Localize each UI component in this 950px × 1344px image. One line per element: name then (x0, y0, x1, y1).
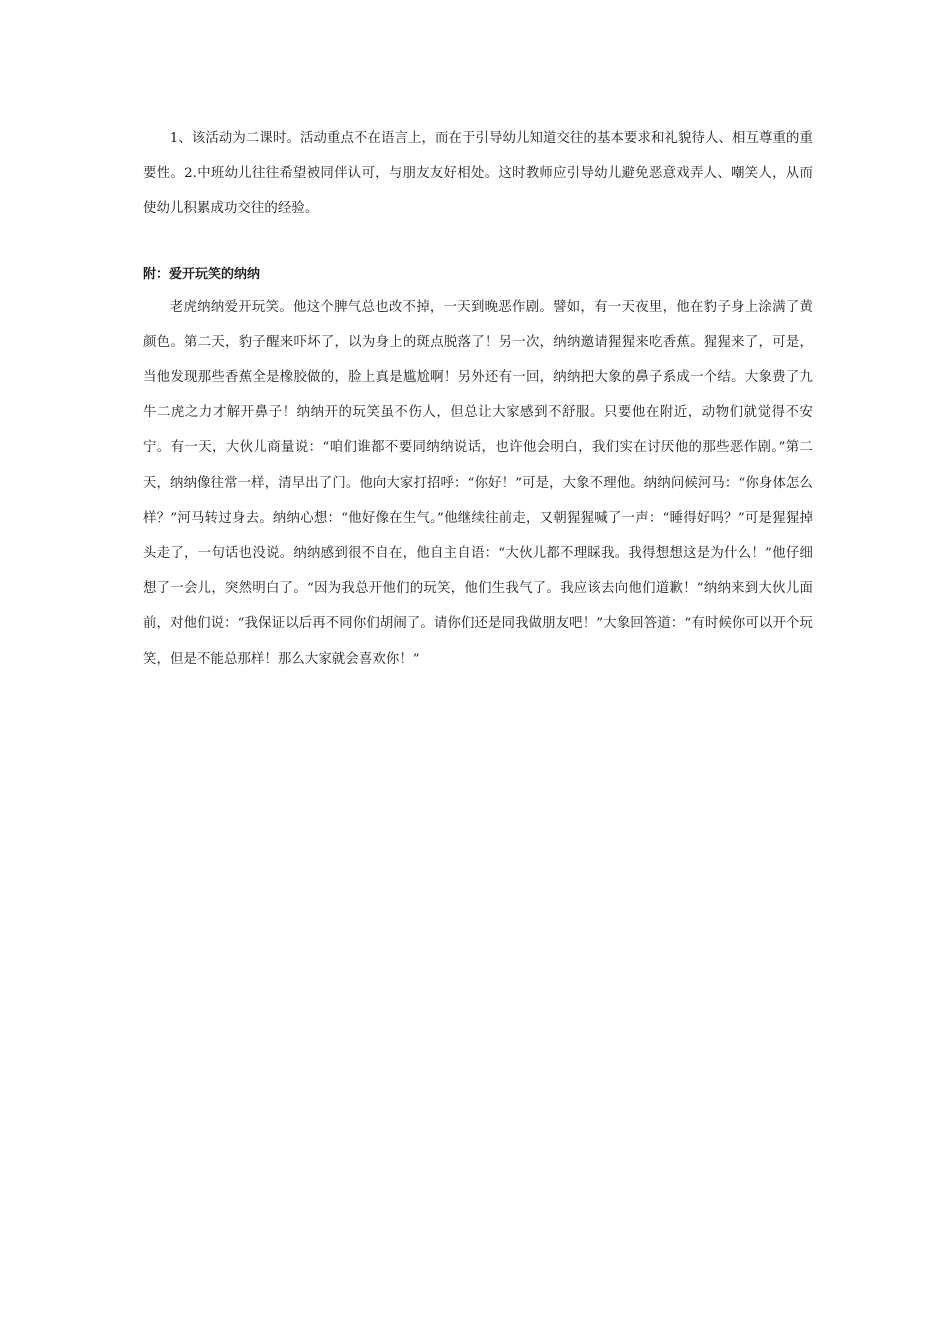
appendix-title: 附：爱开玩笑的纳纳 (143, 266, 261, 282)
story-paragraph: 老虎纳纳爱开玩笑。他这个脾气总也改不掉，一天到晚恶作剧。譬如，有一天夜里，他在豹子身上涂满了黄颜色。第二天，豹子醒来吓坏了，以为身上的斑点脱落了！另一次，纳纳邀请猩猩来吃香蕉。猩猩来了，可是，当他发现那些香蕉全是橡胶做的，脸上真是尴尬啊！另外还有一回，纳纳把大象的鼻子系成一个结。大象费了九牛二虎之力才解开鼻子！纳纳开的玩笑虽不伤人，但总让大家感到不舒服。只要他在附近，动物们就觉得不安宁。有一天，大伙儿商量说：“咱们谁都不要同纳纳说话，也许他会明白，我们实在讨厌他的那些恶作剧。”第二天，纳纳像往常一样，清早出了门。他向大家打招呼：“你好！”可是，大象不理他。纳纳问候河马：“你身体怎么样？”河马转过身去。纳纳心想：“他好像在生气。”他继续往前走，又朝猩猩喊了一声：“睡得好吗？”可是猩猩掉头走了，一句话也没说。纳纳感到很不自在，他自主自语：“大伙儿都不理睬我。我得想想这是为什么！”他仔细想了一会儿，突然明白了。“因为我总开他们的玩笑，他们生我气了。我应该去向他们道歉！”纳纳来到大伙儿面前，对他们说：“我保证以后再不同你们胡闹了。请你们还是同我做朋友吧！”大象回答道：“有时候你可以开个玩笑，但是不能总那样！那么大家就会喜欢你！” (143, 299, 813, 667)
document-body (143, 121, 813, 677)
activity-note-paragraph: 1、该活动为二课时。活动重点不在语言上，而在于引导幼儿知道交往的基本要求和礼貌待人、相互尊重的重要性。2.中班幼儿往往希望被同伴认可，与朋友友好相处。这时教师应引导幼儿避免恶意戏弄人、嘲笑人，从而使幼儿积累成功交往的经验。 (143, 131, 813, 217)
